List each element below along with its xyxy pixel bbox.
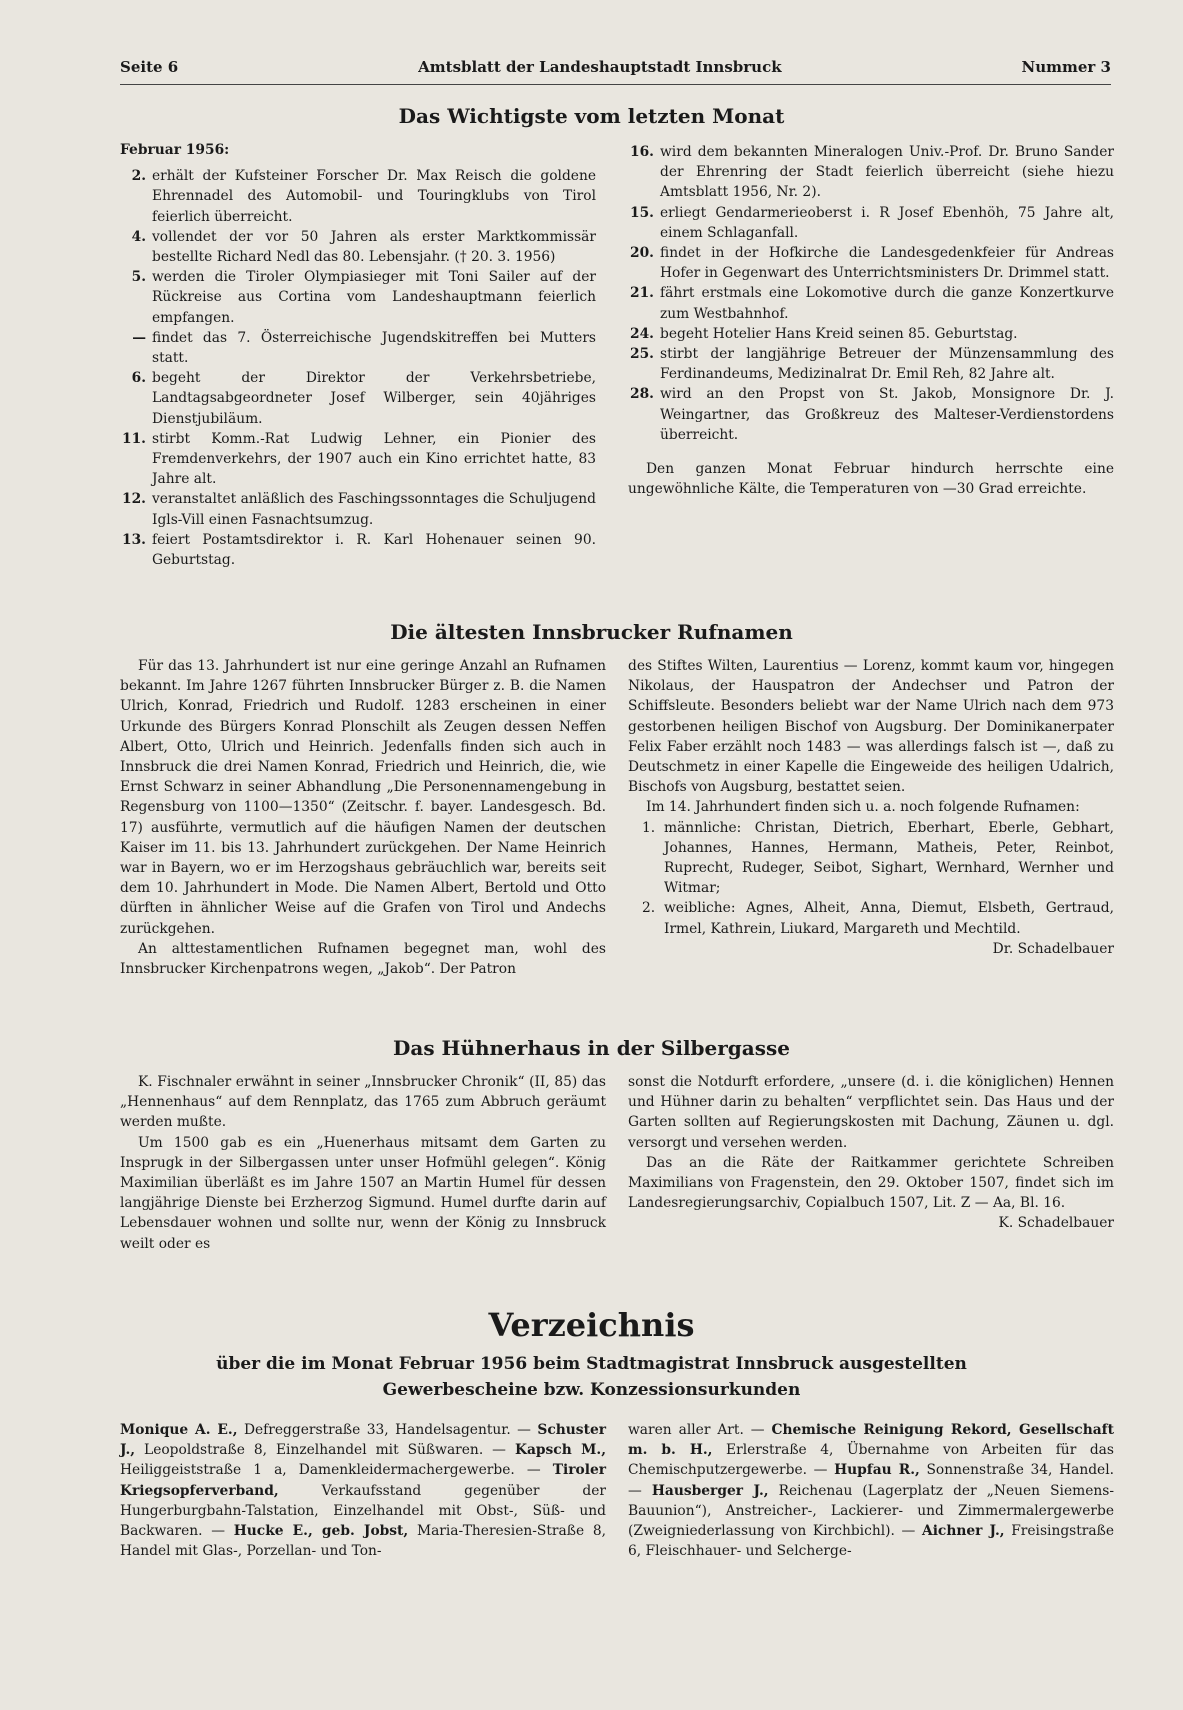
license-details: Defreggerstraße 33, Handelsagentur. — <box>237 1422 538 1438</box>
chronicle-entry <box>628 344 1114 384</box>
entry-day: 15. <box>629 204 654 221</box>
entry-text: wird an den Propst von St. Jakob, Monsignore Dr. J. Weingartner, das Großkreuz des Malteser-Verdienstordens überreicht. <box>660 386 1114 443</box>
verzeichnis-subtitle-line1: über die im Monat Februar 1956 beim Stadtmagistrat Innsbruck ausgestellten <box>216 1354 967 1374</box>
chronicle-entry <box>120 489 596 529</box>
license-details: waren aller Art. — <box>628 1422 772 1438</box>
entry-day: 24. <box>629 325 654 342</box>
paragraph: des Stiftes Wilten, Laurentius — Lorenz, kommt kaum vor, hingegen Nikolaus, der Hauspatron der Andechser und Patron der Schiffsleute. Besonders beliebt war der Name Ulrich nach dem 973 gestorbenen heiligen Bischof von Augsburg. Der Dominikanerpater Felix Faber erzählt noch 1483 — was allerdings falsch ist —, daß zu Deutschmetz in einer Kapelle die Eingeweide des heiligen Udalrich, Bischofs von Augsburg, bestattet seien. <box>628 658 1114 796</box>
entry-day: 4. <box>131 228 146 245</box>
chronicle-entry <box>628 203 1114 243</box>
license-details: Freisingstraße 6, Fleischhauer- und Selcherge- <box>628 1523 1115 1560</box>
verzeichnis-left-column <box>120 1420 606 1561</box>
chronicle-entry <box>120 166 596 227</box>
chronicle-entry <box>628 243 1114 283</box>
entry-text: vollendet der vor 50 Jahren als erster Marktkommissär bestellte Richard Nedl das 80. Lebensjahr. († 20. 3. 1956) <box>152 228 596 266</box>
verzeichnis-right-column <box>628 1420 1114 1561</box>
entry-day: 2. <box>131 168 146 185</box>
issue-number: Nummer 3 <box>1021 58 1111 76</box>
entry-text: feiert Postamtsdirektor i. R. Karl Hohenauer seinen 90. Geburtstag. <box>152 531 596 569</box>
paragraph: Für das 13. Jahrhundert ist nur eine geringe Anzahl an Rufnamen bekannt. Im Jahre 1267 führten Innsbrucker Bürger z. B. die Namen Ulrich, Konrad, Friedrich und Rudolf. 1283 erscheinen in einer Urkunde des Bürgers Konrad Plonschilt als Zeugen dessen Neffen Albert, Otto, Ulrich und Heinrich. Jedenfalls finden sich auch in Innsbruck die drei Namen Konrad, Friedrich und Heinrich, die, wie Ernst Schwarz in seiner Abhandlung „Die Personennamengebung in Regensburg von 1100—1350“ (Zeitschr. f. bayer. Landesgesch. Bd. 17) ausführte, vermutlich auf die häufigen Namen der deutschen Kaiser im 11. bis 13. Jahrhundert zurückgehen. Der Name Heinrich war in Bayern, wo er im Herzogshaus gebräuchlich war, bereits seit dem 10. Jahrhundert in Mode. Die Namen Albert, Bertold und Otto dürften in ähnlicher Weise auf die Grafen von Tirol und Andechs zurückgehen. <box>120 658 606 937</box>
chronicle-entry <box>120 267 596 328</box>
list-item <box>628 818 1114 899</box>
license-details: Verkaufsstand gegenüber der Hungerburgbahn-Talstation, Einzelhandel mit Obst-, Süß- und Backwaren. — <box>120 1482 606 1540</box>
licensee-name: Kapsch M., <box>514 1442 606 1459</box>
header-rule <box>120 84 1111 85</box>
paragraph: Um 1500 gab es ein „Huenerhaus mitsamt dem Garten zu Insprugk in der Silbergassen unter unser Hofmühl gelegen“. König Maximilian überläßt es im Jahre 1507 an Martin Humel für dessen langjährige Dienste bei Erzherzog Sigmund. Humel durfte darin auf Lebensdauer wohnen und sollte nur, wenn der König zu Innsbruck weilt oder es <box>120 1134 606 1252</box>
list-text: weibliche: Agnes, Alheit, Anna, Diemut, Elsbeth, Gertraud, Irmel, Kathrein, Liukard, Margareth und Mechtild. <box>664 900 1114 937</box>
entry-day: 6. <box>131 370 146 387</box>
license-details: Maria-Theresien-Straße 8, Handel mit Glas-, Porzellan- und Ton- <box>120 1523 606 1560</box>
rufnamen-left-column <box>120 656 606 979</box>
license-list-right <box>628 1420 1114 1561</box>
licensee-name: Chemische Reinigung Rekord, Gesellschaft m. b. H., <box>628 1422 1114 1459</box>
licensee-name: Hupfau R., <box>834 1462 920 1479</box>
list-number: 1. <box>642 819 656 836</box>
entry-text: erhält der Kufsteiner Forscher Dr. Max Reisch die goldene Ehrennadel des Automobil- und Touringklubs von Tirol feierlich überreicht. <box>152 168 596 225</box>
license-details: Sonnenstraße 34, Handel. — <box>628 1462 1115 1499</box>
entry-text: erliegt Gendarmerieoberst i. R Josef Ebenhöh, 75 Jahre alt, einem Schlaganfall. <box>660 204 1114 241</box>
entry-text: begeht Hotelier Hans Kreid seinen 85. Geburtstag. <box>660 325 1018 342</box>
entry-day: 21. <box>629 285 654 302</box>
entry-text: werden die Tiroler Olympiasieger mit Toni Sailer auf der Rückreise aus Cortina vom Landeshauptmann feierlich empfangen. <box>152 269 596 326</box>
monthly-news-right-column <box>628 142 1114 499</box>
section-title-huehnerhaus: Das Hühnerhaus in der Silbergasse <box>393 1036 790 1060</box>
entry-text: wird dem bekannten Mineralogen Univ.-Prof. Dr. Bruno Sander der Ehrenring der Stadt feierlich überreicht (siehe hiezu Amtsblatt 1956, Nr. 2). <box>660 144 1114 201</box>
month-label: Februar 1956: <box>120 142 230 158</box>
verzeichnis-subtitle-line2: Gewerbescheine bzw. Konzessionsurkunden <box>382 1380 801 1400</box>
entry-day: 5. <box>131 269 146 286</box>
huehnerhaus-right-column <box>628 1072 1114 1234</box>
rufnamen-right-column <box>628 656 1114 959</box>
chronicle-entry <box>120 530 596 570</box>
licensee-name: Aichner J., <box>921 1523 1005 1540</box>
entry-text: findet das 7. Österreichische Jugendskitreffen bei Mutters statt. <box>152 329 596 367</box>
chronicle-entry <box>120 227 596 267</box>
author-signature: Dr. Schadelbauer <box>992 940 1114 957</box>
page-header <box>120 58 1111 76</box>
licensee-name: Monique A. E., <box>120 1422 238 1438</box>
monthly-news-left-column <box>120 140 596 570</box>
chronicle-entry <box>628 384 1114 445</box>
entry-text: stirbt der langjährige Betreuer der Münzensammlung des Ferdinandeums, Medizinalrat Dr. Emil Reh, 82 Jahre alt. <box>660 346 1114 383</box>
huehnerhaus-left-column <box>120 1072 606 1254</box>
author-signature: K. Schadelbauer <box>998 1215 1114 1232</box>
list-text: männliche: Christan, Dietrich, Eberhart, Eberle, Gebhart, Johannes, Hannes, Hermann, Matheis, Peter, Reinbot, Ruprecht, Rudeger, Seibot, Sighart, Wernhard, Wernher und Witmar; <box>664 819 1114 897</box>
paragraph: K. Fischnaler erwähnt in seiner „Innsbrucker Chronik“ (II, 85) das „Hennenhaus“ auf dem Rennplatz, das 1765 zum Abbruch geräumt werden mußte. <box>120 1074 606 1131</box>
chronicle-entry <box>120 328 596 368</box>
licensee-name: Schuster J., <box>120 1422 606 1459</box>
entry-text: fährt erstmals eine Lokomotive durch die ganze Konzertkurve zum Westbahnhof. <box>660 285 1114 322</box>
entry-text: veranstaltet anläßlich des Faschingssonntages die Schuljugend Igls-Vill einen Fasnachtsumzug. <box>152 491 597 528</box>
paragraph: Im 14. Jahrhundert finden sich u. a. noch folgende Rufnamen: <box>646 799 1080 816</box>
entry-day: 12. <box>121 491 146 508</box>
entry-text: begeht der Direktor der Verkehrsbetriebe, Landtagsabgeordneter Josef Wilberger, sein 40jähriges Dienstjubiläum. <box>152 370 596 427</box>
licensee-name: Hausberger J., <box>651 1482 769 1499</box>
chronicle-entry <box>120 368 596 429</box>
entry-day: 20. <box>629 245 654 262</box>
section-title-monthly-news: Das Wichtigste vom letzten Monat <box>398 104 785 128</box>
page-number: Seite 6 <box>120 58 179 76</box>
chronicle-entry <box>628 324 1114 344</box>
chronicle-entry <box>120 429 596 490</box>
section-title-verzeichnis: Verzeichnis <box>488 1306 695 1344</box>
section-title-rufnamen: Die ältesten Innsbrucker Rufnamen <box>390 620 793 644</box>
list-item <box>628 898 1114 938</box>
list-number: 2. <box>642 900 656 917</box>
chronicle-entry <box>628 283 1114 323</box>
entry-day: 13. <box>121 531 146 548</box>
chronicle-entry <box>628 142 1114 203</box>
entry-day: 11. <box>121 430 146 447</box>
license-details: Leopoldstraße 8, Einzelhandel mit Süßwaren. — <box>135 1442 515 1459</box>
license-list-left <box>120 1420 606 1561</box>
license-details: Erlerstraße 4, Übernahme von Arbeiten für das Chemischputzergewerbe. — <box>628 1442 1114 1479</box>
paragraph: Das an die Räte der Raitkammer gerichtete Schreiben Maximilians von Fragenstein, den 29. Oktober 1507, findet sich im Landesregierungsarchiv, Copialbuch 1507, Lit. Z — Aa, Bl. 16. <box>628 1154 1114 1212</box>
license-details: Reichenau (Lagerplatz der „Neuen Siemens-Bauunion“), Anstreicher-, Lackierer- und Zimmermalergewerbe (Zweigniederlassung von Kirchbichl). — <box>628 1482 1115 1540</box>
entry-day: 16. <box>629 144 654 160</box>
licensee-name: Hucke E., geb. Jobst, <box>233 1523 409 1540</box>
paragraph: sonst die Notdurft erfordere, „unsere (d. i. die königlichen) Hennen und Hühner darin zu behalten“ verpflichtet sein. Das Haus und der Garten sollten auf Regierungskosten mit Dachung, Zäunen u. dgl. versorgt und versehen werden. <box>628 1074 1114 1151</box>
entry-day: 28. <box>629 386 654 403</box>
entry-text: findet in der Hofkirche die Landesgedenkfeier für Andreas Hofer in Gegenwart des Unterrichtsministers Dr. Drimmel statt. <box>660 245 1114 282</box>
publication-title: Amtsblatt der Landeshauptstadt Innsbruck <box>418 58 782 76</box>
license-details: Heiliggeiststraße 1 a, Damenkleidermachergewerbe. — <box>120 1462 553 1479</box>
entry-text: stirbt Komm.-Rat Ludwig Lehner, ein Pionier des Fremdenverkehrs, der 1907 auch ein Kino errichtet hatte, 83 Jahre alt. <box>152 430 596 488</box>
monthly-closing-note: Den ganzen Monat Februar hindurch herrschte eine ungewöhnliche Kälte, die Temperaturen von —30 Grad erreichte. <box>628 461 1114 498</box>
licensee-name: Tiroler Kriegsopferverband, <box>120 1462 606 1499</box>
entry-day: 25. <box>629 346 654 363</box>
entry-day: — <box>132 329 146 346</box>
paragraph: An alttestamentlichen Rufnamen begegnet man, wohl des Innsbrucker Kirchenpatrons wegen, „Jakob“. Der Patron <box>120 940 606 978</box>
